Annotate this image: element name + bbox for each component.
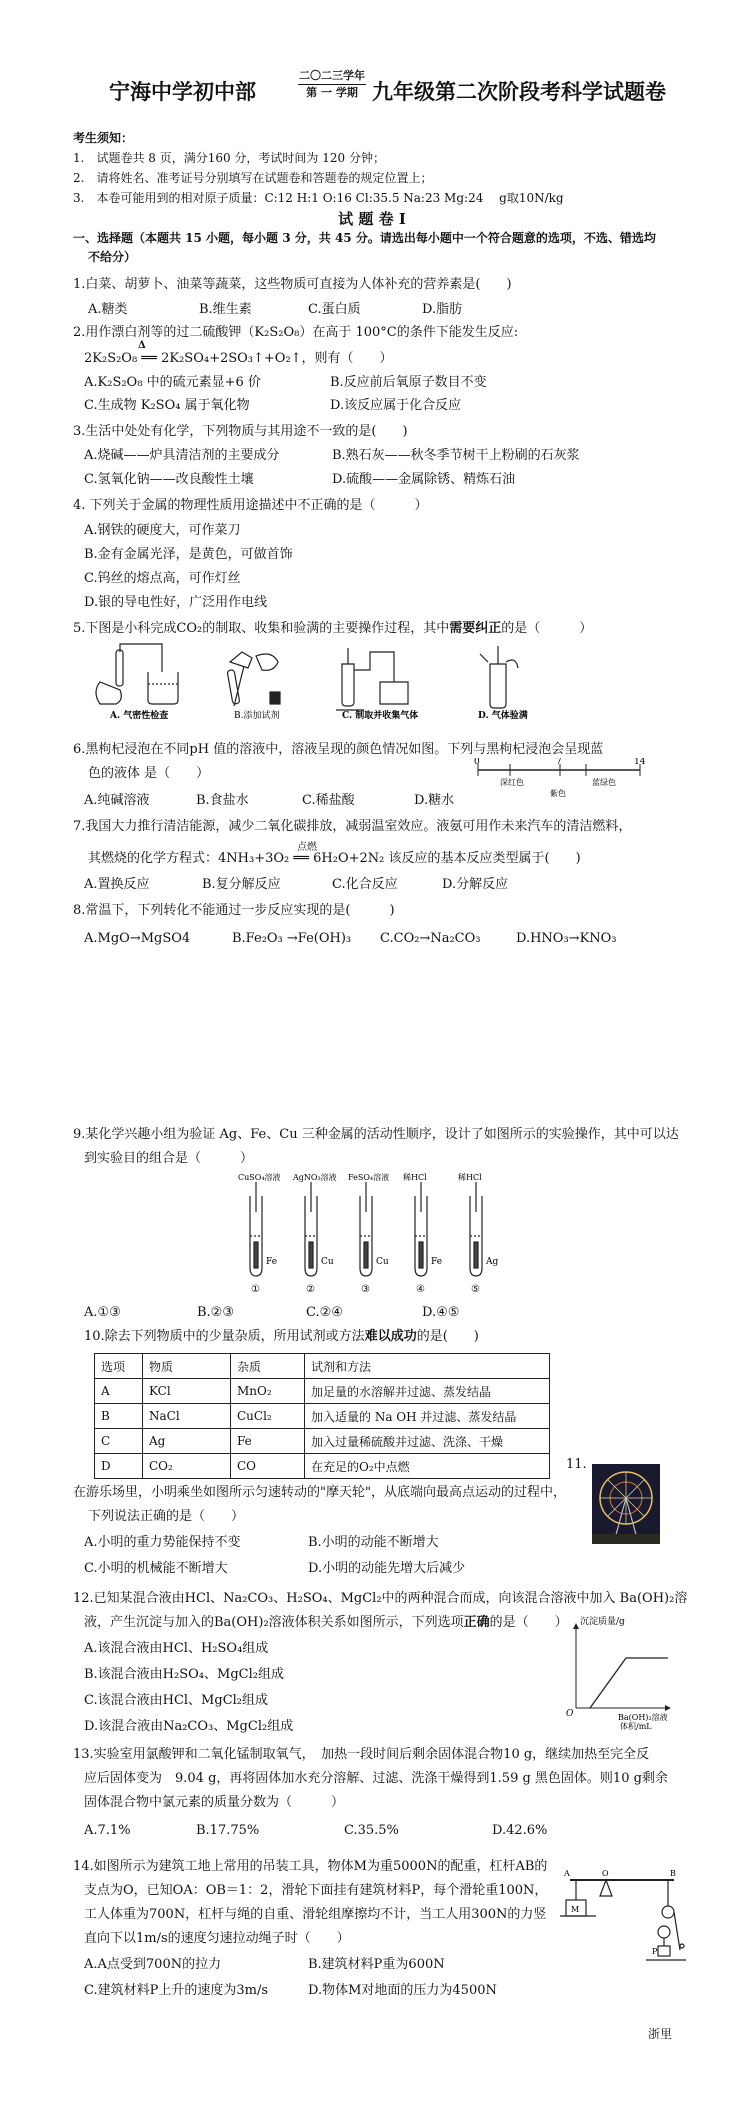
table-header: 物质 (143, 1354, 231, 1379)
metal-label: Cu (321, 1257, 334, 1267)
q9-option-a: A.①③ (84, 1305, 121, 1320)
q6-stem-2: 色的液体 是（ ） (88, 766, 210, 781)
graph-origin: O (566, 1709, 574, 1719)
apparatus-c-icon (336, 648, 408, 710)
q12-option-a: A.该混合液由HCl、H₂SO₄组成 (84, 1641, 269, 1656)
notice-item: 2. 请将姓名、准考证号分别填写在试题卷和答题卷的规定位置上； (73, 171, 433, 185)
q11-stem-1: 在游乐场里，小明乘坐如图所示匀速转动的"摩天轮"，从底端向最高点运动的过程中， (73, 1485, 566, 1500)
q2-option-a: A.K₂S₂O₈ 中的硫元素显+6 价 (84, 375, 261, 390)
table-row: B NaCl CuCl₂ 加入适量的 Na OH 并过滤、蒸发结晶 (95, 1404, 550, 1429)
q11-option-a: A.小明的重力势能保持不变 (84, 1535, 241, 1550)
q2-equation: 2K₂S₂O₈ ══ 2K₂SO₄+2SO₃↑+O₂↑，则有（ ） (84, 351, 393, 366)
q13-stem-3: 固体混合物中氯元素的质量分数为（ ） (84, 1795, 345, 1810)
exam-title: 九年级第二次阶段考科学试题卷 (372, 79, 666, 104)
q7-option-c: C.化合反应 (332, 877, 398, 892)
q8-option-c: C.CO₂→Na₂CO₃ (380, 931, 481, 946)
lever-pulley-figure (556, 1866, 686, 1964)
q4-option-a: A.钢铁的硬度大，可作菜刀 (84, 523, 241, 538)
q11-option-b: B.小明的动能不断增大 (308, 1535, 439, 1550)
q13-stem-1: 13.实验室用氯酸钾和二氧化锰制取氧气， 加热一段时间后剩余固体混合物10 g，继续加热至完全反 (73, 1747, 650, 1762)
q10-table (94, 1353, 550, 1479)
precipitate-curve (590, 1658, 668, 1708)
q9-option-d: D.④⑤ (422, 1305, 460, 1320)
label-a: A (564, 1869, 570, 1878)
solution-label: CuSO₄溶液 (238, 1173, 281, 1182)
school-year-top: 二〇二三学年 (299, 69, 365, 82)
section-instruction-cont: 不给分） (88, 250, 137, 264)
table-header-row (95, 1354, 550, 1379)
year-divider (298, 84, 366, 85)
label-m: M (571, 1905, 580, 1914)
metal-strip (309, 1242, 313, 1268)
q13-option-d: D.42.6% (492, 1823, 548, 1838)
q8-option-d: D.HNO₃→KNO₃ (516, 931, 617, 946)
apparatus-b-icon (227, 652, 280, 706)
q13-stem-2: 应后固体变为 9.04 g，再将固体加水充分溶解、过滤、洗涤干燥得到1.59 g 黑色固体。则10 g剩余 (84, 1771, 668, 1786)
q13-option-a: A.7.1% (84, 1823, 131, 1838)
q2-stem: 2.用作漂白剂等的过二硫酸钾（K₂S₂O₈）在高于 100°C的条件下能发生反应: (73, 325, 519, 340)
table-header: 杂质 (231, 1354, 305, 1379)
q1-option-b: B.维生素 (199, 302, 252, 317)
q12-option-c: C.该混合液由HCl、MgCl₂组成 (84, 1693, 269, 1708)
co2-apparatus-figure (80, 642, 590, 720)
section-title: 试 题 卷 I (338, 210, 406, 228)
q3-stem: 3.生活中处处有化学，下列物质与其用途不一致的是( ) (73, 424, 408, 439)
q2-option-d: D.该反应属于化合反应 (330, 398, 462, 413)
tube-number: ① (251, 1284, 260, 1295)
q14-stem-1: 14.如图所示为建筑工地上常用的吊装工具，物体M为重5000N的配重，杠杆AB的 (73, 1859, 548, 1874)
q7-option-d: D.分解反应 (442, 877, 509, 892)
q12-stem-2: 液，产生沉淀与加入的Ba(OH)₂溶液体积关系如图所示，下列选项正确的是（ ） (84, 1615, 568, 1630)
metal-strip (419, 1242, 423, 1268)
solution-label: FeSO₄溶液 (348, 1173, 390, 1182)
q5-label-d: D. 气体验满 (478, 711, 528, 720)
q14-stem-2: 支点为O，已知OA：OB＝1：2，滑轮下面挂有建筑材料P，每个滑轮重100N， (84, 1883, 548, 1898)
q6-stem-1: 6.黑枸杞浸泡在不同pH 值的溶液中，溶液呈现的颜色情况如图。下列与黑枸杞浸泡会呈现蓝 (73, 742, 604, 757)
solution-label: AgNO₃溶液 (293, 1173, 337, 1182)
ph-0: 0 (474, 758, 480, 767)
q1-stem: 1.白菜、胡萝卜、油菜等蔬菜，这些物质可直接为人体补充的营养素是( ) (73, 277, 512, 292)
q6-option-a: A.纯碱溶液 (84, 793, 150, 808)
section-instruction: 一、选择题（本题共 15 小题，每小题 3 分，共 45 分。请选出每小题中一个符合题意的选项，不选、错选均 (73, 231, 656, 245)
school-name: 宁海中学初中部 (109, 79, 256, 104)
q3-option-c: C.氢氧化钠——改良酸性土壤 (84, 472, 254, 487)
notice-item: 1. 试题卷共 8 页，满分160 分，考试时间为 120 分钟； (73, 151, 385, 165)
q5-label-c: C. 制取并收集气体 (342, 711, 419, 720)
apparatus-d-icon (480, 646, 518, 708)
table-header: 试剂和方法 (305, 1354, 550, 1379)
q9-stem-2: 到实验目的组合是（ ） (84, 1151, 254, 1166)
notice-item: 3. 本卷可能用到的相对原子质量：C:12 H:1 O:16 Cl:35.5 Na:23 Mg:24 g取10N/kg (73, 191, 564, 205)
q9-option-b: B.②③ (197, 1305, 234, 1320)
notice-heading: 考生须知： (73, 131, 134, 145)
q6-option-c: C.稀盐酸 (302, 793, 355, 808)
graph-ylabel: 沉淀质量/g (580, 1617, 625, 1627)
solution-label: 稀HCl (458, 1173, 482, 1182)
q4-option-c: C.钨丝的熔点高，可作灯丝 (84, 571, 241, 586)
q11-option-d: D.小明的动能先增大后减少 (308, 1561, 466, 1576)
metal-tubes-figure (232, 1172, 532, 1300)
graph-xlabel-1: Ba(OH)₂溶液 (618, 1713, 668, 1722)
q5-label-a: A. 气密性检查 (110, 711, 169, 720)
q13-option-c: C.35.5% (344, 1823, 399, 1838)
metal-label: Fe (431, 1257, 443, 1267)
label-o: O (602, 1869, 609, 1878)
metal-strip (364, 1242, 368, 1268)
table-row: C Ag Fe 加入过量稀硫酸并过滤、洗涤、干燥 (95, 1429, 550, 1454)
q7-stem-1: 7.我国大力推行清洁能源，减少二氧化碳排放，减弱温室效应。液氨可用作未来汽车的清洁燃料， (73, 819, 632, 834)
metal-label: Cu (376, 1257, 389, 1267)
tube-number: ③ (361, 1284, 370, 1295)
ph-scale-figure (470, 758, 650, 798)
q10-stem: 10.除去下列物质中的少量杂质，所用试剂或方法难以成功的是( ) (84, 1329, 479, 1344)
q12-stem-1: 12.已知某混合液由HCl、Na₂CO₃、H₂SO₄、MgCl₂中的两种混合而成，向该混合溶液中加入 Ba(OH)₂溶 (73, 1591, 688, 1606)
q2-option-b: B.反应前后氧原子数目不变 (330, 375, 487, 390)
footer-text: 浙里 (648, 2027, 673, 2041)
q1-option-a: A.糖类 (88, 302, 128, 317)
table-row: D CO₂ CO 在充足的O₂中点燃 (95, 1454, 550, 1479)
label-b: B (670, 1869, 676, 1878)
q3-option-a: A.烧碱——炉具清洁剂的主要成分 (84, 448, 280, 463)
ph-deep-red: 深红色 (500, 778, 524, 787)
metal-label: Ag (486, 1257, 499, 1267)
q6-option-d: D.糖水 (414, 793, 455, 808)
q8-option-a: A.MgO→MgSO4 (84, 931, 191, 946)
q4-option-d: D.银的导电性好，广泛用作电线 (84, 595, 268, 610)
q12-option-d: D.该混合液由Na₂CO₃、MgCl₂组成 (84, 1719, 294, 1734)
q11-number: 11. (566, 1457, 587, 1472)
metal-strip (474, 1242, 478, 1268)
q14-stem-4: 直向下以1m/s的速度匀速拉动绳子时（ ） (84, 1931, 350, 1946)
q9-stem-1: 9.某化学兴趣小组为验证 Ag、Fe、Cu 三种金属的活动性顺序，设计了如图所示的实验操作，其中可以达 (73, 1127, 679, 1142)
q5-label-b: B.添加试剂 (234, 711, 280, 720)
q14-option-c: C.建筑材料P上升的速度为3m/s (84, 1983, 269, 1998)
ph-purple: 紫色 (550, 789, 566, 798)
q7-option-b: B.复分解反应 (202, 877, 281, 892)
ph-blue-green: 蓝绿色 (592, 778, 616, 787)
q1-option-c: C.蛋白质 (308, 302, 361, 317)
fulcrum (600, 1880, 612, 1896)
q3-option-b: B.熟石灰——秋冬季节树干上粉刷的石灰浆 (332, 448, 580, 463)
tube-number: ④ (416, 1284, 425, 1295)
ferris-wheel-image (592, 1464, 660, 1544)
q7-condition: 点燃 (297, 842, 317, 853)
tube-number: ⑤ (471, 1284, 480, 1295)
solution-label: 稀HCl (403, 1173, 427, 1182)
q3-option-d: D.硫酸——金属除锈、精炼石油 (332, 472, 516, 487)
q14-stem-3: 工人体重为700N，杠杆与绳的自重、滑轮组摩擦均不计，当工人用300N的力竖 (84, 1907, 547, 1922)
graph-xlabel-2: 体积/mL (620, 1722, 652, 1730)
q7-option-a: A.置换反应 (84, 877, 150, 892)
q5-stem: 5.下图是小科完成CO₂的制取、收集和验满的主要操作过程，其中需要纠正的是（ ） (73, 621, 593, 636)
q2-option-c: C.生成物 K₂SO₄ 属于氧化物 (84, 398, 250, 413)
q1-option-d: D.脂肪 (422, 302, 463, 317)
ph-14: 14 (634, 758, 646, 767)
q8-option-b: B.Fe₂O₃ →Fe(OH)₃ (232, 931, 352, 946)
q6-option-b: B.食盐水 (196, 793, 249, 808)
metal-strip (254, 1242, 258, 1268)
q8-stem: 8.常温下，下列转化不能通过一步反应实现的是( ) (73, 903, 395, 918)
q2-delta: Δ (138, 340, 146, 351)
q14-option-d: D.物体M对地面的压力为4500N (308, 1983, 497, 1998)
q11-stem-2: 下列说法正确的是（ ） (88, 1509, 245, 1524)
q14-option-a: A.A点受到700N的拉力 (84, 1957, 222, 1972)
school-year-bottom: 第 一 学期 (306, 86, 358, 99)
apparatus-a-icon (96, 644, 178, 704)
q12-option-b: B.该混合液由H₂SO₄、MgCl₂组成 (84, 1667, 284, 1682)
tube-number: ② (306, 1284, 315, 1295)
q14-option-b: B.建筑材料P重为600N (308, 1957, 445, 1972)
q7-stem-2: 其燃烧的化学方程式：4NH₃+3O₂ ══ 6H₂O+2N₂ 该反应的基本反应类型属于( ) (88, 851, 581, 866)
q4-stem: 4. 下列关于金属的物理性质用途描述中不正确的是（ ） (73, 498, 428, 513)
q4-option-b: B.金有金属光泽，是黄色，可做首饰 (84, 547, 293, 562)
metal-label: Fe (266, 1257, 278, 1267)
table-row: A KCl MnO₂ 加足量的水溶解并过滤、蒸发结晶 (95, 1379, 550, 1404)
ph-7: 7 (556, 758, 562, 767)
label-p: P (652, 1947, 658, 1956)
precipitate-graph (564, 1612, 680, 1730)
q13-option-b: B.17.75% (196, 1823, 260, 1838)
table-header: 选项 (95, 1354, 143, 1379)
q9-option-c: C.②④ (306, 1305, 343, 1320)
q11-option-c: C.小明的机械能不断增大 (84, 1561, 228, 1576)
